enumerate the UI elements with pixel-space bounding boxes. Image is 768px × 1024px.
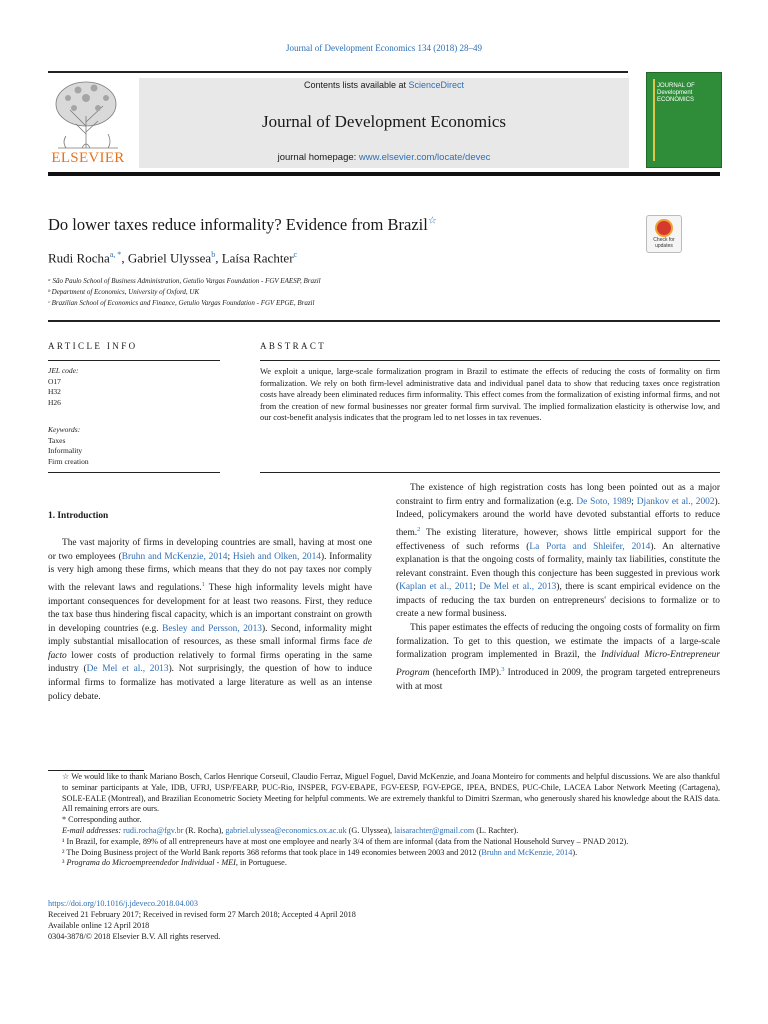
abstract-bottom-rule [260, 472, 720, 473]
email-link[interactable]: rudi.rocha@fgv.br [123, 825, 184, 835]
email-owner: (G. Ulyssea), [346, 825, 395, 835]
title-footnote-mark[interactable]: ☆ [427, 215, 437, 227]
header-bottom-rule [48, 172, 720, 176]
text-run: ; [473, 582, 480, 593]
cover-title: JOURNAL OF Development ECONOMICS [657, 83, 695, 103]
journal-cover-thumbnail[interactable] [646, 72, 722, 168]
check-updates-label: Check for updates [653, 237, 675, 249]
keyword: Firm creation [48, 456, 89, 466]
text-run: Introduced in 2009, the program targeted entrepreneurs with at most [396, 667, 721, 692]
jel-code: O17 [48, 376, 61, 386]
journal-reference-link[interactable]: Journal of Development Economics 134 (2018) 28–49 [286, 43, 482, 53]
citation-link[interactable]: De Soto, 1989 [576, 496, 632, 507]
jel-code: H26 [48, 397, 61, 407]
paragraph [48, 537, 372, 704]
homepage-line [139, 152, 629, 163]
text-run: lower costs of production relatively to formal firms operating in the same industry ( [48, 650, 372, 675]
citation-link[interactable]: Hsieh and Olken, 2014 [232, 551, 321, 562]
author-affiliation-mark[interactable]: c [293, 250, 298, 259]
text-run: These high informality levels might have important consequences for development for at least two reasons. First, they reduce the tax base thus hindering fiscal capacity, which is an important constraint on growth in developing countries (e.g. [48, 582, 372, 634]
text-run: ). An alternative explanation is that the ongoing costs of formality, mainly tax liabilities, constitute the relevant constraint. Even though this conjecture has been suggested in previous work ( [396, 541, 720, 593]
publisher-name: ELSEVIER [51, 150, 125, 166]
citation-link[interactable]: Kaplan et al., 2011 [399, 582, 474, 593]
email-label: E-mail addresses: [62, 825, 124, 835]
footnote-ref[interactable]: 3 [501, 665, 505, 673]
article-info-bottom-rule [48, 472, 220, 473]
affiliation-c: ᶜ Brazilian School of Economics and Finance, Getulio Vargas Foundation - FGV EPGE, Brazil [48, 299, 315, 307]
footnote-3 [48, 858, 720, 869]
text-run: This paper estimates the effects of reducing the ongoing costs of formality on firm formalization. To get to this question, we estimate the impacts of a large-scale formalization program implemented in Brazil, the [396, 623, 720, 661]
article-info-heading: ARTICLE INFO [48, 341, 138, 351]
acknowledgement-footnote: ☆ We would like to thank Mariano Bosch, Carlos Henrique Corseuil, Claudio Ferraz, Miguel Foguel, David McKenzie, and Joana Monteiro for comments and helpful discussions. We are also thankful to seminar participants at Yale, IDB, UFRJ, USP/FEARP, PUC-Rio, INSPER, FGV-EBAPE, FGV-EESP, FGV-EPGE, IPEA, BNDES, PUC-Chile, LACEA Labor Network Meeting (Cartagena), SOLE-EALE (Montreal), and Brazilian Econometric Society Meeting for helpful comments. We are extremely thankful to Dimitri Szerman, who generously shared his knowledge about the RAIS data. All remaining errors are ours. [62, 772, 720, 814]
author-name: Rudi Rocha [48, 250, 110, 266]
footnote-1: ¹ In Brazil, for example, 89% of all entrepreneurs have at most one employee and nearly 3/4 of them are informal (data from the National Household Survey – PNAD 2012). [62, 836, 629, 846]
journal-title: Journal of Development Economics [261, 112, 507, 131]
abstract-rule [260, 360, 720, 361]
italic-run: Individual Micro-Entrepreneur Program [396, 650, 720, 678]
text-run: , in Portuguese. [235, 858, 287, 868]
text-run: ). Not surprisingly, the question of how to induce informal firms to formalize has motivated a large literature as well as an intense policy debate. [48, 664, 372, 702]
italic-run: Programa do Microempreendedor Individual - MEI [66, 858, 236, 868]
doi-link[interactable]: https://doi.org/10.1016/j.jdeveco.2018.04.003 [48, 899, 198, 908]
text-run: The existing literature, however, shows little empirical support for the effectiveness of such reforms ( [396, 527, 720, 552]
author-affiliation-mark[interactable]: a, * [109, 250, 122, 259]
footnotes [48, 772, 720, 869]
text-run: ; [227, 551, 233, 562]
citation-link[interactable]: Djankov et al., 2002 [636, 496, 715, 507]
keyword: Taxes [48, 435, 66, 445]
author-name: Gabriel Ulyssea [127, 250, 212, 266]
text-run: ). Second, informality might imply substantial misallocation of resources, as these small informal firms face [48, 623, 372, 648]
citation-link[interactable]: Bruhn and McKenzie, 2014 [481, 847, 573, 857]
text-run: ³ [62, 858, 67, 868]
author-affiliation-mark[interactable]: b [211, 250, 216, 259]
keyword: Informality [48, 446, 83, 455]
paragraph [396, 482, 720, 622]
email-owner: (R. Rocha), [183, 825, 226, 835]
article-info-block [48, 366, 220, 467]
homepage-prefix: journal homepage: [277, 152, 359, 163]
email-addresses [48, 826, 720, 837]
text-run: ). [572, 847, 578, 857]
article-info-rule [48, 360, 220, 361]
text-run: ). Indeed, policymakers around the world have devoted substantial efforts to reduce them. [396, 496, 721, 538]
abstract-heading: ABSTRACT [260, 341, 327, 351]
email-link[interactable]: gabriel.ulyssea@economics.ox.ac.uk [225, 825, 347, 835]
text-run: ² The Doing Business project of the World Bank reports 368 reforms that took place in 149 economies between 2003 and 2012 ( [62, 847, 482, 857]
section-divider [48, 320, 720, 322]
citation-link[interactable]: La Porta and Shleifer, 2014 [529, 541, 651, 552]
author-list [48, 250, 297, 266]
header-top-rule [48, 71, 628, 73]
citation-link[interactable]: Besley and Persson, 2013 [162, 623, 262, 634]
footnote-rule [48, 770, 144, 771]
text-run: ), there is scant empirical evidence on the impacts of reducing the tax burden on entrepreneurs' decisions to formalize or to create a new formal business. [396, 582, 720, 620]
check-for-updates-badge[interactable] [646, 215, 682, 253]
body-column-right [396, 482, 720, 694]
cover-stripe [653, 79, 655, 161]
author-name: Laísa Rachter [221, 250, 294, 266]
text-run: ; [631, 496, 637, 507]
section-heading-introduction: 1. Introduction [48, 511, 109, 521]
text-run: ). Informality is very high among these firms, which means that they do not pay taxes nor comply with the relevant laws and regulations. [48, 551, 372, 593]
paper-title-text: Do lower taxes reduce informality? Evidence from Brazil [48, 215, 428, 234]
jel-label: JEL code: [48, 366, 79, 375]
italic-run: de facto [48, 637, 372, 661]
check-updates-icon [655, 219, 673, 237]
author-separator: , [121, 250, 128, 266]
paragraph [396, 622, 720, 694]
paper-title [48, 215, 437, 235]
contents-line [139, 80, 629, 90]
text-run: The existence of high registration costs has long been pointed out as a major constraint to firm entry and formalization (e.g. [396, 483, 720, 507]
publication-info [48, 898, 720, 942]
footnote-2 [48, 848, 720, 859]
corresponding-author-note: * Corresponding author. [62, 815, 142, 825]
body-column-left [48, 537, 372, 704]
jel-code: H32 [48, 387, 61, 396]
keywords-label: Keywords: [48, 425, 81, 434]
author-separator: , [215, 250, 222, 266]
affiliation-a: ᵃ São Paulo School of Business Administration, Getulio Vargas Foundation - FGV EAESP, Brazil [48, 277, 321, 285]
sciencedirect-link[interactable]: ScienceDirect [408, 80, 465, 90]
citation-link[interactable]: De Mel et al., 2013 [86, 664, 169, 675]
citation-link[interactable]: De Mel et al., 2013 [479, 582, 557, 593]
citation-link[interactable]: Bruhn and McKenzie, 2014 [121, 551, 228, 562]
text-run: The vast majority of firms in developing countries are small, having at most one or two employees ( [48, 538, 372, 562]
online-date: Available online 12 April 2018 [48, 921, 150, 930]
abstract-text: We exploit a unique, large-scale formalization program in Brazil to estimate the effects of reducing the costs of formality on firm formalization. We rely on both firm-level administrative data and individual panel data to show that reducing taxes once registration costs have already been eliminated reduces firm informality. This effect comes from the formalization of existing informal firms, and not from the creation of new formal businesses nor greater formal firm survival. The implied formalization elasticity is otherwise low, and our cost-benefit analysis indicates that the program led to net losses in tax revenues. [260, 367, 720, 422]
footnote-ref[interactable]: 2 [417, 525, 421, 533]
email-link[interactable]: laisarachter@gmail.com [394, 825, 475, 835]
footnote-ref[interactable]: 1 [201, 580, 205, 588]
contents-prefix: Contents lists available at [303, 80, 409, 90]
homepage-link[interactable]: www.elsevier.com/locate/devec [358, 152, 491, 163]
copyright: 0304-3878/© 2018 Elsevier B.V. All rights reserved. [48, 932, 221, 941]
email-owner: (L. Rachter). [474, 825, 519, 835]
affiliation-b: ᵇ Department of Economics, University of Oxford, UK [48, 288, 200, 296]
received-dates: Received 21 February 2017; Received in revised form 27 March 2018; Accepted 4 April 2018 [48, 910, 356, 919]
text-run: (henceforth IMP). [429, 667, 502, 678]
